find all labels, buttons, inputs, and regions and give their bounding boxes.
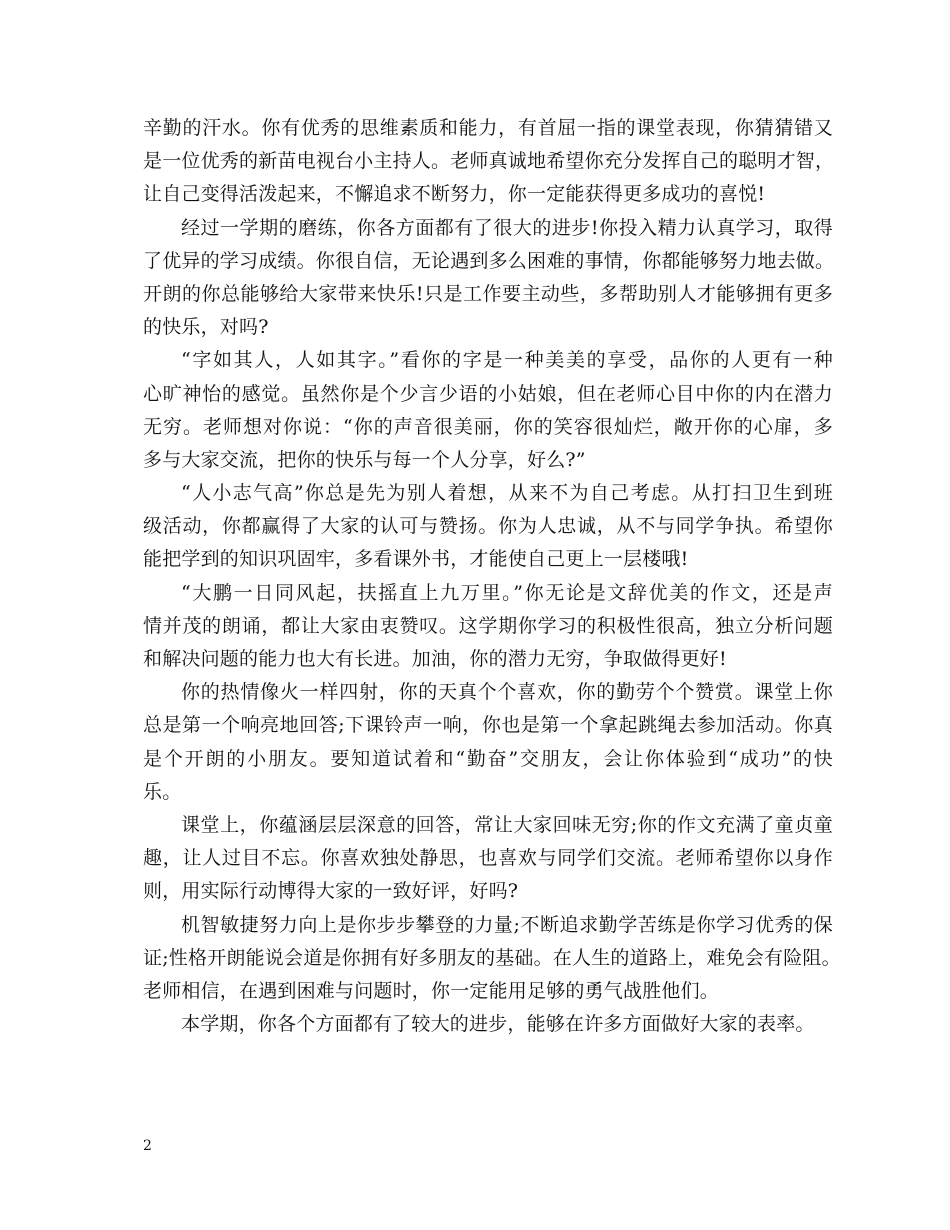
text-line: 了优异的学习成绩。你很自信，无论遇到多么困难的事情，你都能够努力地去做。 — [143, 249, 835, 272]
text-line: 则，用实际行动博得大家的一致好评，好吗? — [143, 880, 519, 903]
text-line: 心旷神怡的感觉。虽然你是个少言少语的小姑娘，但在老师心目中你的内在潜力 — [143, 382, 833, 405]
text-line: 证;性格开朗能说会道是你拥有好多朋友的基础。在人生的道路上，难免会有险阻。 — [143, 946, 841, 969]
text-line: 你的热情像火一样四射，你的天真个个喜欢，你的勤劳个个赞赏。课堂上你 — [181, 681, 833, 704]
text-line: 辛勤的汗水。你有优秀的思维素质和能力，有首屈一指的课堂表现，你猜猜错又 — [143, 117, 833, 139]
text-line: “字如其人，人如其字。”看你的字是一种美美的享受，品你的人更有一种 — [181, 349, 833, 372]
document-body — [143, 112, 841, 1041]
page-number: 2 — [143, 1138, 152, 1154]
text-line: 开朗的你总能够给大家带来快乐!只是工作要主动些，多帮助别人才能够拥有更多 — [143, 282, 833, 305]
text-line: 和解决问题的能力也大有长进。加油，你的潜力无穷，争取做得更好! — [143, 648, 727, 670]
text-line: 趣，让人过目不忘。你喜欢独处静思，也喜欢与同学们交流。老师希望你以身作 — [143, 847, 833, 870]
text-line: 是一位优秀的新苗电视台小主持人。老师真诚地希望你充分发挥自己的聪明才智， — [143, 150, 835, 173]
text-line: 总是第一个响亮地回答;下课铃声一响，你也是第一个拿起跳绳去参加活动。你真 — [143, 714, 833, 737]
text-line: “人小志气高”你总是先为别人着想，从来不为自己考虑。从打扫卫生到班 — [181, 482, 833, 505]
text-line: 机智敏捷努力向上是你步步攀登的力量;不断追求勤学苦练是你学习优秀的保 — [181, 913, 833, 936]
text-line: “大鹏一日同风起，扶摇直上九万里。”你无论是文辞优美的作文，还是声 — [181, 581, 833, 604]
text-line: 经过一学期的磨练，你各方面都有了很大的进步!你投入精力认真学习，取得 — [181, 216, 833, 239]
text-line: 课堂上，你蕴涵层层深意的回答，常让大家回味无穷;你的作文充满了童贞童 — [181, 813, 833, 836]
text-line: 是个开朗的小朋友。要知道试着和“勤奋”交朋友，会让你体验到“成功”的快 — [143, 747, 833, 770]
text-line: 乐。 — [143, 780, 182, 803]
text-line: 情并茂的朗诵，都让大家由衷赞叹。这学期你学习的积极性很高，独立分析问题 — [143, 614, 833, 637]
text-line: 本学期，你各个方面都有了较大的进步，能够在许多方面做好大家的表率。 — [181, 1013, 815, 1036]
text-line: 级活动，你都赢得了大家的认可与赞扬。你为人忠诚，从不与同学争执。希望你 — [143, 515, 833, 538]
text-line: 让自己变得活泼起来，不懈追求不断努力，你一定能获得更多成功的喜悦! — [143, 183, 766, 206]
text-line: 能把学到的知识巩固牢，多看课外书，才能使自己更上一层楼哦! — [143, 548, 689, 571]
text-line: 的快乐，对吗? — [143, 316, 269, 339]
text-line: 多与大家交流，把你的快乐与每一个人分享，好么?” — [143, 448, 586, 471]
text-line: 无穷。老师想对你说：“你的声音很美丽，你的笑容很灿烂，敞开你的心扉，多 — [143, 415, 833, 438]
text-line: 老师相信，在遇到困难与问题时，你一定能用足够的勇气战胜他们。 — [143, 979, 720, 1002]
